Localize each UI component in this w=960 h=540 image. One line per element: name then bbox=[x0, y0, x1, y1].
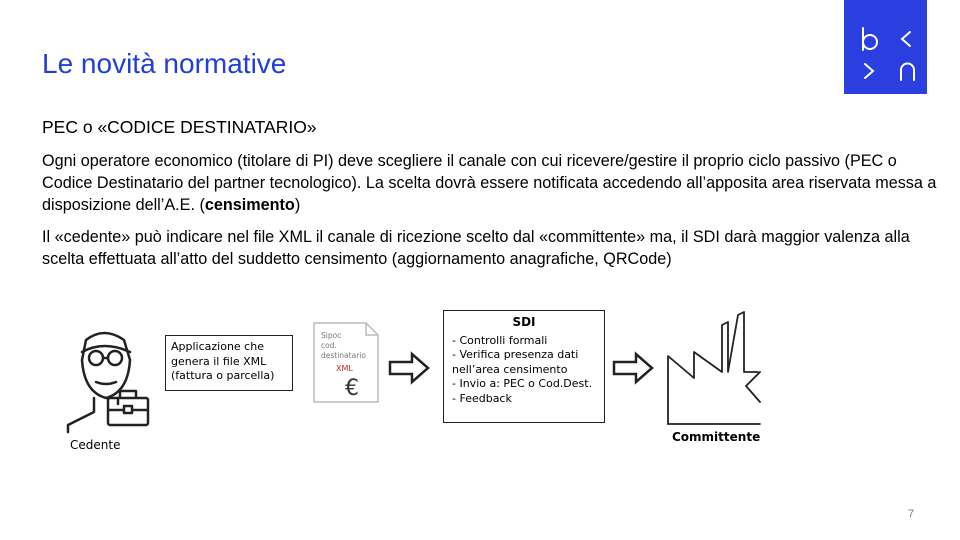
para1-end: ) bbox=[294, 196, 301, 214]
cedente-label: Cedente bbox=[70, 438, 121, 452]
app-box-line: genera il file XML bbox=[171, 354, 267, 368]
sdi-box bbox=[443, 310, 605, 423]
app-box-line: Applicazione che bbox=[171, 340, 264, 353]
euro-icon: € bbox=[345, 376, 359, 401]
sdi-line: - Verifica presenza dati bbox=[452, 348, 579, 361]
paragraph-cedente: Il «cedente» può indicare nel file XML il canale di ricezione scelto dal «committente» ma, il SDI darà maggior valenza alla scelta effettuata all’atto del suddetto censimento (aggiornamento anagrafiche, QRCode) bbox=[42, 228, 910, 268]
sdi-title: SDI bbox=[512, 315, 536, 329]
sdi-line: - Feedback bbox=[452, 391, 512, 405]
slide-subtitle: PEC o «CODICE DESTINATARIO» bbox=[42, 117, 317, 137]
application-box bbox=[165, 335, 293, 391]
sdi-line: nell’area censimento bbox=[452, 362, 568, 376]
doc-line: destinatario bbox=[321, 351, 366, 360]
page-number: 7 bbox=[908, 508, 915, 520]
doc-line: Sipoc bbox=[321, 331, 342, 340]
para1-bold: censimento bbox=[204, 196, 295, 214]
document-lines bbox=[321, 331, 366, 361]
committente-label: Committente bbox=[672, 430, 761, 444]
doc-line: cod. bbox=[321, 341, 337, 350]
para1-text: Ogni operatore economico (titolare di PI) deve scegliere il canale con cui ricevere/gestire il proprio ciclo passivo (PEC o Codice Destinatario del partner tecnologico). La scelta dovrà essere notificata accedendo all’apposita area riservata messa a disposizione dell’A.E. ( bbox=[42, 152, 937, 214]
sdi-line: - Invio a: PEC o Cod.Dest. bbox=[452, 377, 593, 390]
slide-title: Le novità normative bbox=[42, 48, 287, 79]
app-box-line: (fattura o parcella) bbox=[171, 369, 275, 382]
person-icon bbox=[68, 333, 130, 432]
arrow-right-icon-2 bbox=[614, 354, 652, 382]
sdi-line: - Controlli formali bbox=[452, 333, 548, 347]
factory-icon bbox=[668, 312, 760, 424]
xml-label: XML bbox=[336, 364, 353, 373]
arrow-right-icon bbox=[390, 354, 428, 382]
briefcase-icon bbox=[108, 391, 148, 425]
